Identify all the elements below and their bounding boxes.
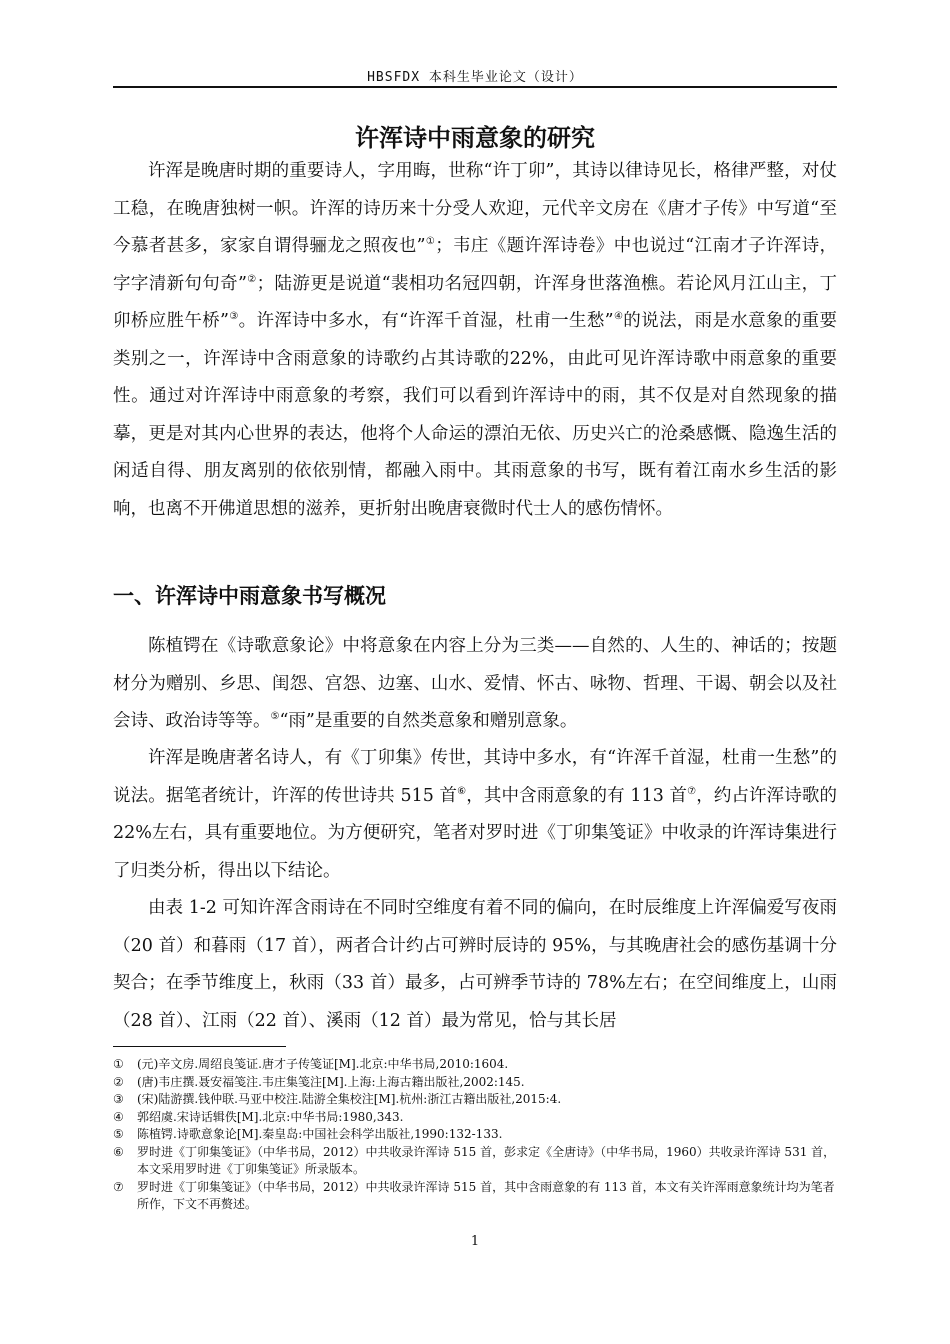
intro-text-3: ；陆游更是说道“裴相功名冠四朝，许浑身世落渔樵。若论风月江山主，丁卯桥应胜午桥” xyxy=(113,273,837,331)
footnote-ref-5[interactable]: ⑤ xyxy=(270,711,280,723)
section1-paragraph-3: 由表 1-2 可知许浑含雨诗在不同时空维度有着不同的偏向，在时辰维度上许浑偏爱写夜雨（20 首）和暮雨（17 首），两者合计约占可辨时辰诗的 95%，与其晚唐社会的感伤基调十分契合；在季节维度上，秋雨（33 首）最多，占可辨季节诗的 78%左右；在空间维度上，山雨（28 首）、江雨（22 首）、溪雨（12 首）最为常见，恰与其长居 xyxy=(113,898,837,1031)
section1-paragraph-2 xyxy=(113,740,837,890)
footnote-separator xyxy=(113,1046,286,1047)
footnote-text: (元)辛文房.周绍良笺证.唐才子传笺证[M].北京:中华书局,2010:1604. xyxy=(137,1057,509,1071)
footnote-ref-3[interactable]: ③ xyxy=(228,311,239,323)
para2-text-2: ，其中含雨意象的有 113 首 xyxy=(466,785,688,806)
footnote-item xyxy=(113,1056,837,1074)
footnote-item xyxy=(113,1144,837,1179)
intro-text-2: ；韦庄《题许浑诗卷》中也说过“江南才子许浑诗，字字清新句句奇” xyxy=(113,236,837,294)
intro-text-4: 。许浑诗中多水，有“许浑千首湿，杜甫一生愁” xyxy=(238,311,614,331)
header-rule xyxy=(113,86,837,88)
footnote-text: (唐)韦庄撰.聂安福笺注.韦庄集笺注[M].上海:上海古籍出版社,2002:145. xyxy=(137,1074,525,1089)
footnote-ref-4[interactable]: ④ xyxy=(613,311,624,323)
footnote-ref-7[interactable]: ⑦ xyxy=(687,785,697,797)
footnote-text: 郭绍虞.宋诗话辑佚[M].北京:中华书局:1980,343. xyxy=(137,1109,404,1124)
footnote-item xyxy=(113,1126,837,1144)
footnote-mark: ⑥ xyxy=(113,1144,124,1159)
footnote-item xyxy=(113,1179,837,1214)
intro-text-5: 的说法，雨是水意象的重要类别之一，许浑诗中含雨意象的诗歌约占其诗歌的22%，由此可见许浑诗歌中雨意象的重要性。通过对许浑诗中雨意象的考察，我们可以看到许浑诗中的雨，其不仅是对自然现象的描摹，更是对其内心世界的表达，他将个人命运的漂泊无依、历史兴亡的沧桑感慨、隐逸生活的闲适自得、朋友离别的依依别情，都融入雨中。其雨意象的书写，既有着江南水乡生活的影响，也离不开佛道思想的滋养，更折射出晚唐衰微时代士人的感伤情怀。 xyxy=(113,311,838,519)
footnote-mark: ③ xyxy=(113,1092,124,1106)
intro-paragraph xyxy=(113,153,837,528)
footnote-item xyxy=(113,1074,837,1092)
running-header: HBSFDX 本科生毕业论文（设计） xyxy=(367,70,583,85)
footnote-mark: ② xyxy=(113,1074,124,1089)
para2-text-3: ，约占许浑诗歌的 22%左右，具有重要地位。为方便研究，笔者对罗时进《丁卯集笺证》中收录的许浑诗集进行了归类分析，得出以下结论。 xyxy=(113,785,838,881)
section1-paragraph-1 xyxy=(113,628,837,741)
paper-title: 许浑诗中雨意象的研究 xyxy=(355,124,595,152)
footnote-item xyxy=(113,1091,837,1109)
footnote-ref-1[interactable]: ① xyxy=(425,236,436,248)
page-number: 1 xyxy=(470,1234,480,1249)
para2-text-1: 许浑是晚唐著名诗人，有《丁卯集》传世，其诗中多水，有“许浑千首湿，杜甫一生愁”的说法。据笔者统计，许浑的传世诗共 515 首 xyxy=(113,748,837,806)
footnote-text: 罗时进《丁卯集笺证》（中华书局，2012）中共收录许浑诗 515 首，其中含雨意象的有 113 首，本文有关许浑雨意象统计均为笔者所作，下文不再赘述。 xyxy=(137,1179,835,1211)
footnote-text: 陈植锷.诗歌意象论[M].秦皇岛:中国社会科学出版社,1990:132-133. xyxy=(137,1127,503,1141)
footnote-text: (宋)陆游撰.钱仲联.马亚中校注.陆游全集校注[M].杭州:浙江古籍出版社,2015:4. xyxy=(137,1092,562,1106)
section-heading-1: 一、许浑诗中雨意象书写概况 xyxy=(113,584,386,608)
para1-text-1: 陈植锷在《诗歌意象论》中将意象在内容上分为三类——自然的、人生的、神话的；按题材分为赠别、乡思、闺怨、宫怨、边塞、山水、爱情、怀古、咏物、哲理、干谒、朝会以及社会诗、政治诗等等。 xyxy=(113,636,837,731)
footnote-ref-6[interactable]: ⑥ xyxy=(457,785,467,797)
footnote-mark: ① xyxy=(113,1057,124,1071)
footnotes xyxy=(113,1056,837,1214)
footnote-text: 罗时进《丁卯集笺证》（中华书局，2012）中共收录许浑诗 515 首，彭求定《全唐诗》（中华书局，1960）共收录许浑诗 531 首，本文采用罗时进《丁卯集笺证》所录版本。 xyxy=(137,1144,836,1176)
footnote-ref-2[interactable]: ② xyxy=(246,273,257,285)
footnote-mark: ④ xyxy=(113,1109,124,1124)
intro-text-1: 许浑是晚唐时期的重要诗人，字用晦，世称“许丁卯”，其诗以律诗见长，格律严整，对仗工稳，在晚唐独树一帜。许浑的诗历来十分受人欢迎，元代辛文房在《唐才子传》中写道“至今慕者甚多，家家自谓得骊龙之照夜也” xyxy=(113,161,837,256)
footnote-mark: ⑦ xyxy=(113,1179,124,1194)
para1-text-2: “雨”是重要的自然类意象和赠别意象。 xyxy=(279,711,578,731)
footnote-item xyxy=(113,1109,837,1127)
footnote-mark: ⑤ xyxy=(113,1127,124,1141)
